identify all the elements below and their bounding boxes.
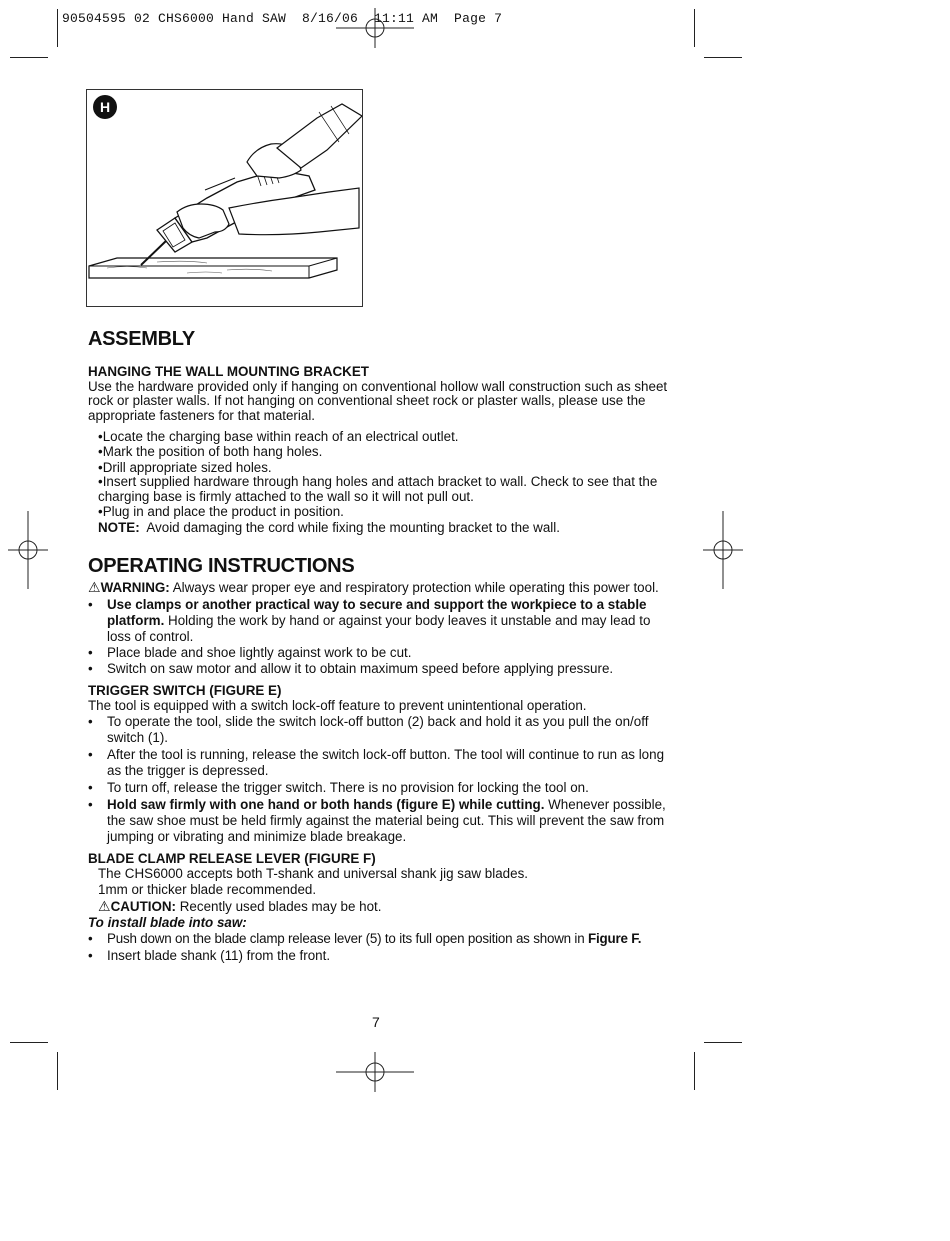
figure-badge: H	[93, 95, 117, 119]
list-item: •Plug in and place the product in position.	[98, 504, 344, 520]
operating-warning	[88, 580, 668, 596]
list-item: •Insert supplied hardware through hang holes and attach bracket to wall. Check to see that the charging base is firmly attached to the wall so it will not pull out.	[98, 474, 658, 504]
registration-mark-bottom	[336, 1052, 416, 1092]
list-item: • Place blade and shoe lightly against work to be cut.	[88, 645, 412, 661]
trigger-bullets	[88, 714, 668, 845]
warning-text: Always wear proper eye and respiratory protection while operating this power tool.	[172, 579, 659, 595]
list-item: • To operate the tool, slide the switch lock-off button (2) back and hold it as you pull the on/off switch (1).	[88, 714, 649, 746]
blade-caution	[98, 898, 668, 915]
caution-icon: ⚠	[98, 898, 111, 915]
list-item: • Push down on the blade clamp release lever (5) to its full open position as shown in Figure F.	[88, 931, 642, 947]
warning-label: WARNING:	[100, 579, 170, 595]
caution-label: CAUTION:	[110, 899, 177, 915]
blade-info	[88, 866, 668, 915]
operating-bullets	[88, 597, 668, 677]
trigger-intro: The tool is equipped with a switch lock-off feature to prevent unintentional operation.	[88, 698, 587, 714]
assembly-heading: ASSEMBLY	[88, 328, 195, 350]
list-item: • Switch on saw motor and allow it to obtain maximum speed before applying pressure.	[88, 661, 614, 677]
install-heading: To install blade into saw:	[88, 915, 247, 931]
assembly-intro: Use the hardware provided only if hanging on conventional hollow wall construction such as sheet rock or plaster walls. If not hanging on conventional sheet rock or plaster walls, please use the appropriate fasteners for that material.	[88, 379, 668, 423]
list-item: • After the tool is running, release the switch lock-off button. The tool will continue to run as long as the trigger is depressed.	[88, 747, 665, 779]
blade-line-2: 1mm or thicker blade recommended.	[98, 882, 317, 898]
caution-text: Recently used blades may be hot.	[179, 899, 382, 915]
print-slug: 90504595 02 CHS6000 Hand SAW 8/16/06 11:11 AM Page 7	[62, 11, 503, 26]
assembly-subheading: HANGING THE WALL MOUNTING BRACKET	[88, 364, 369, 379]
list-item: • Insert blade shank (11) from the front.	[88, 948, 331, 964]
registration-mark-right	[703, 511, 743, 589]
note-label: NOTE:	[98, 519, 140, 535]
list-item: • Use clamps or another practical way to secure and support the workpiece to a stable platform. Holding the work by hand or against your body leaves it unstable and may lead to loss of control.	[88, 597, 651, 645]
blade-line-1: The CHS6000 accepts both T-shank and universal shank jig saw blades.	[98, 866, 528, 882]
registration-mark-top	[336, 8, 416, 48]
operating-heading: OPERATING INSTRUCTIONS	[88, 554, 355, 577]
list-item: •Locate the charging base within reach of an electrical outlet.	[98, 428, 459, 444]
assembly-note	[88, 520, 668, 536]
list-item: •Mark the position of both hang holes.	[98, 444, 323, 460]
warning-icon: ⚠	[88, 578, 101, 595]
trigger-heading: TRIGGER SWITCH (FIGURE E)	[88, 683, 282, 699]
install-bullets	[88, 931, 668, 964]
list-item: • Hold saw firmly with one hand or both hands (figure E) while cutting. Whenever possible, the saw shoe must be held firmly against the material being cut. This will prevent the saw from jumping or vibrating and minimize blade breakage.	[88, 797, 666, 845]
list-item: •Drill appropriate sized holes.	[98, 459, 272, 475]
saw-cutting-illustration	[87, 90, 362, 306]
assembly-steps	[88, 429, 668, 520]
note-text: Avoid damaging the cord while fixing the mounting bracket to the wall.	[146, 519, 560, 535]
page-number: 7	[372, 1014, 380, 1030]
list-item: • To turn off, release the trigger switch. There is no provision for locking the tool on.	[88, 780, 589, 796]
figure-h	[86, 89, 363, 307]
manual-content	[88, 328, 668, 964]
registration-mark-left	[8, 511, 48, 589]
blade-heading: BLADE CLAMP RELEASE LEVER (FIGURE F)	[88, 851, 376, 867]
